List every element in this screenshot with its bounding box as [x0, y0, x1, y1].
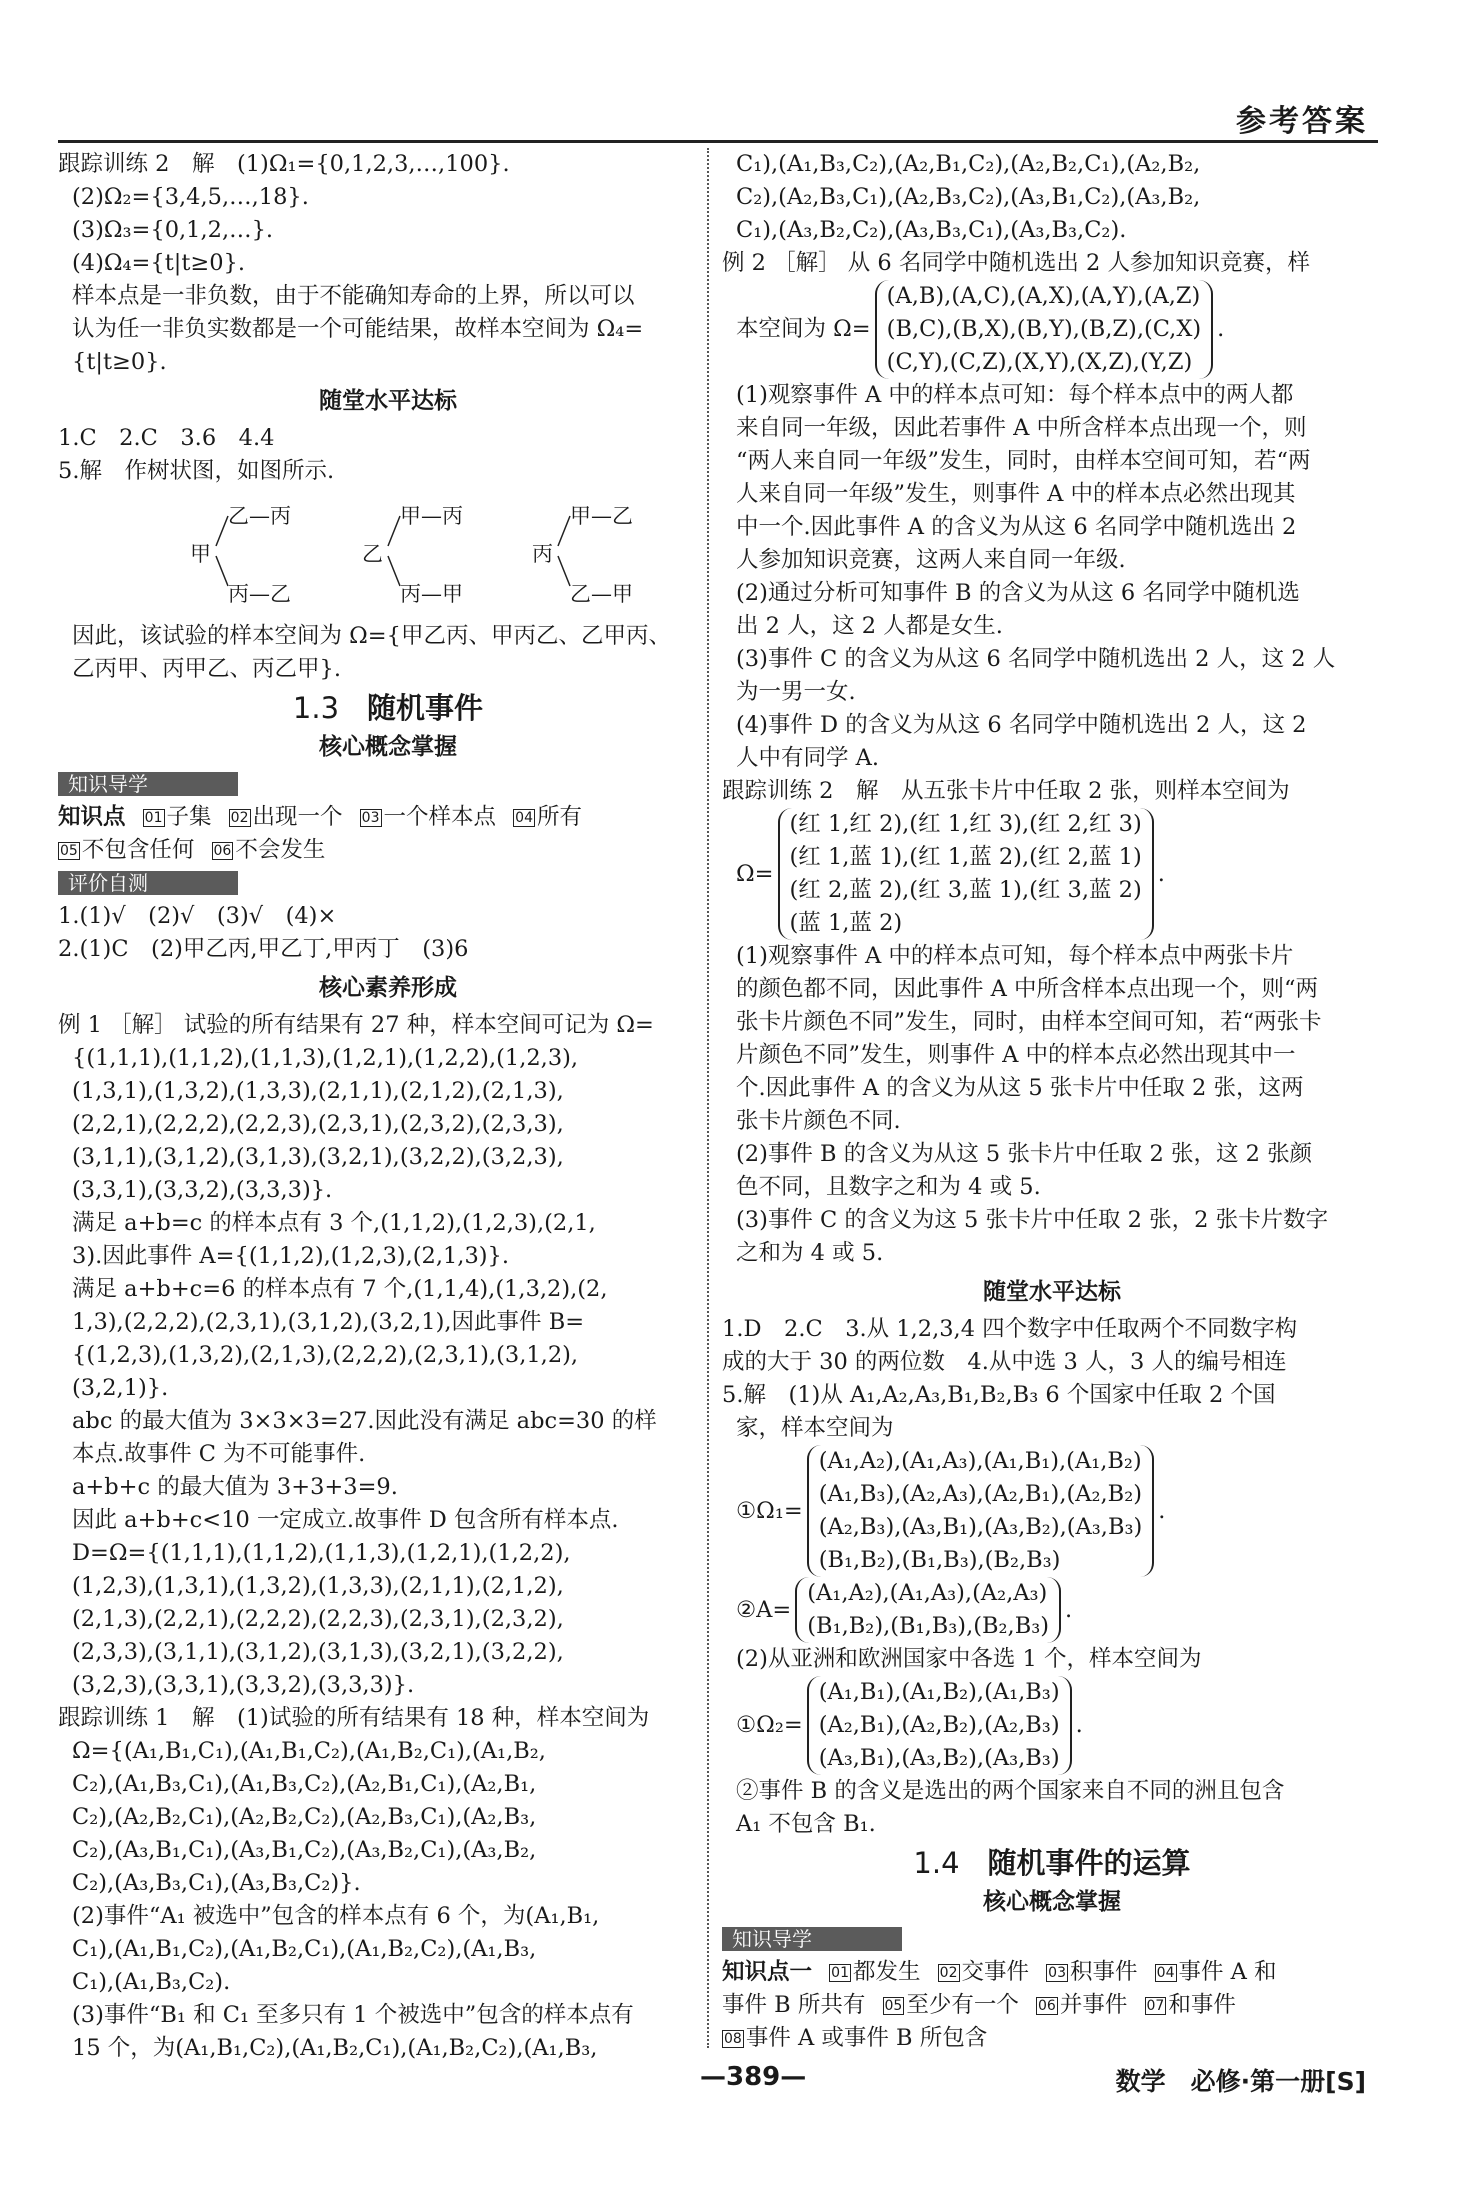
- right-column: [722, 148, 1382, 2055]
- knowledge-head: 知识点: [58, 804, 126, 830]
- text-line: (2)Ω₂={3,4,5,…,18}.: [72, 184, 309, 210]
- text-line: A₁ 不包含 B₁.: [736, 1811, 876, 1837]
- circle-number: 06: [1038, 1998, 1056, 2014]
- text-line: (2)通过分析可知事件 B 的含义为从这 6 名同学中随机选: [736, 580, 1300, 606]
- knowledge-line: [722, 1989, 1382, 2022]
- text-line: 因此，该试验的样本空间为 Ω={甲乙丙、甲丙乙、乙甲丙、: [72, 623, 671, 649]
- circle-number: 02: [939, 1965, 958, 1981]
- circle-number: 07: [1146, 1998, 1165, 2014]
- text-line: “两人来自同一年级”发生，同时，由样本空间可知，若“两: [736, 448, 1311, 474]
- knowledge-item: 都发生: [853, 1959, 921, 1985]
- text-line: D=Ω={(1,1,1),(1,1,2),(1,1,3),(1,2,1),(1,2,2),: [72, 1540, 571, 1566]
- header-title: 参考答案: [1236, 104, 1368, 139]
- brace-row: (A,B),(A,C),(A,X),(A,Y),(A,Z): [886, 283, 1201, 309]
- brace-row: (红 2,蓝 2),(红 3,蓝 1),(红 3,蓝 2): [789, 877, 1142, 903]
- text-line: 因此 a+b+c<10 一定成立.故事件 D 包含所有样本点.: [72, 1507, 619, 1533]
- text-line: (4)事件 D 的含义为从这 6 名同学中随机选出 2 人，这 2: [736, 712, 1307, 738]
- knowledge-item: 事件 B 所共有: [722, 1992, 866, 2018]
- circle-number: 05: [884, 1998, 903, 2014]
- text-line: C₂),(A₁,B₃,C₁),(A₁,B₃,C₂),(A₂,B₁,C₁),(A₂,B₁,: [72, 1771, 537, 1797]
- tree-diagram: [58, 494, 718, 614]
- knowledge-item: 事件 A 和: [1178, 1959, 1277, 1985]
- text-line: (3)Ω₃={0,1,2,…}.: [72, 217, 274, 243]
- text-line: C₁),(A₃,B₂,C₂),(A₃,B₃,C₁),(A₃,B₃,C₂).: [736, 217, 1127, 243]
- tree-node: 甲—丙: [400, 504, 463, 528]
- label-bar: 知识导学: [58, 772, 238, 796]
- section-heading: 核心概念掌握: [319, 734, 457, 760]
- circle-number: 08: [724, 2031, 742, 2047]
- brace-body: [778, 808, 1154, 940]
- text-line: (2,3,3),(3,1,1),(3,1,2),(3,1,3),(3,2,1),(3,2,2),: [72, 1639, 564, 1665]
- text-line: 跟踪训练 2 解 从五张卡片中任取 2 张，则样本空间为: [722, 778, 1290, 804]
- text-line: (3)事件 C 的含义为从这 6 名同学中随机选出 2 人，这 2 人: [736, 646, 1336, 672]
- text-line: 张卡片颜色不同.: [736, 1108, 901, 1134]
- brace-row: (B₁,B₂),(B₁,B₃),(B₂,B₃): [807, 1613, 1050, 1639]
- sample-space: 本空间为 Ω= (A,B),(A,C),(A,X),(A,Y),(A,Z) (B,C),(B,X),(B,Y),(B,Z),(C,X) (C,Y),(C,Z),(X,Y),(X,Z),(Y,Z) .: [722, 280, 1382, 379]
- tree-node: 丙—乙: [228, 582, 291, 606]
- brace-prefix: ①Ω₂=: [736, 1712, 803, 1738]
- text-line: 本点.故事件 C 为不可能事件.: [72, 1441, 366, 1467]
- section-heading: 核心概念掌握: [983, 1889, 1121, 1915]
- text-line: (1,2,3),(1,3,1),(1,3,2),(1,3,3),(2,1,1),(2,1,2),: [72, 1573, 564, 1599]
- text-line: 的颜色都不同，因此事件 A 中所含样本点出现一个，则“两: [736, 976, 1319, 1002]
- text-line: 1,3),(2,2,2),(2,3,1),(3,1,2),(3,2,1),因此事件 B=: [72, 1309, 585, 1335]
- example-body: [722, 379, 1382, 775]
- text-line: 人参加知识竞赛，这两人来自同一年级.: [736, 547, 1126, 573]
- text-line: 中一个.因此事件 A 的含义为从这 6 名同学中随机选出 2: [736, 514, 1297, 540]
- text-line: 5.解 作树状图，如图所示.: [58, 458, 335, 484]
- tree-node: 丙: [532, 542, 553, 566]
- text-line: 满足 a+b=c 的样本点有 3 个,(1,1,2),(1,2,3),(2,1,: [72, 1210, 596, 1236]
- text-line: {(1,1,1),(1,1,2),(1,1,3),(1,2,1),(1,2,2),(1,2,3),: [72, 1045, 579, 1071]
- text-line: 之和为 4 或 5.: [736, 1240, 884, 1266]
- knowledge-head: 知识点一: [722, 1959, 813, 1985]
- circle-number: 05: [60, 843, 78, 859]
- text-line: C₁),(A₁,B₃,C₂).: [72, 1969, 231, 1995]
- text-line: 1.D 2.C 3.从 1,2,3,4 四个数字中任取两个不同数字构: [722, 1316, 1298, 1342]
- tree-node: 乙: [362, 542, 383, 566]
- text-line: 例 2 ［解］ 从 6 名同学中随机选出 2 人参加知识竞赛，样: [722, 250, 1311, 276]
- text-line: 色不同，且数字之和为 4 或 5.: [736, 1174, 1041, 1200]
- circle-number: 04: [515, 810, 533, 826]
- circle-number: 06: [213, 843, 232, 859]
- brace-prefix: Ω=: [736, 860, 774, 887]
- text-line: C₁),(A₁,B₃,C₂),(A₂,B₁,C₂),(A₂,B₂,C₁),(A₂,B₂,: [736, 151, 1201, 177]
- example-body: [722, 940, 1382, 1270]
- tree-node: 甲—乙: [570, 504, 633, 528]
- text-line: (3)事件 C 的含义为这 5 张卡片中任取 2 张，2 张卡片数字: [736, 1207, 1329, 1233]
- text-line: 家，样本空间为: [736, 1415, 894, 1441]
- knowledge-item: 积事件: [1070, 1959, 1138, 1985]
- knowledge-item: 和事件: [1168, 1992, 1236, 2018]
- text-line: 跟踪训练 1 解 (1)试验的所有结果有 18 种，样本空间为: [58, 1705, 650, 1731]
- brace-row: (A₂,B₁),(A₂,B₂),(A₂,B₃): [818, 1712, 1060, 1738]
- label-bar: 评价自测: [58, 871, 238, 895]
- text-line: (2)从亚洲和欧洲国家中各选 1 个，样本空间为: [736, 1646, 1202, 1672]
- knowledge-item: 并事件: [1059, 1992, 1128, 2018]
- knowledge-item: 出现一个: [252, 804, 343, 830]
- brace-row: (A₃,B₁),(A₃,B₂),(A₃,B₃): [818, 1745, 1060, 1771]
- text-line: ②事件 B 的含义是选出的两个国家来自不同的洲且包含: [736, 1778, 1285, 1804]
- brace-prefix: 本空间为 Ω=: [736, 316, 871, 342]
- text-line: (2)事件“A₁ 被选中”包含的样本点有 6 个，为(A₁,B₁,: [72, 1903, 600, 1929]
- label-bar: 知识导学: [722, 1927, 902, 1951]
- text-line: 1.(1)√ (2)√ (3)√ (4)×: [58, 903, 337, 929]
- text-line: 认为任一非负实数都是一个可能结果，故样本空间为 Ω₄=: [72, 316, 644, 342]
- knowledge-line: [722, 2022, 1382, 2055]
- circle-number: 02: [230, 810, 249, 826]
- text-line: (2,1,3),(2,2,1),(2,2,2),(2,2,3),(2,3,1),(2,3,2),: [72, 1606, 564, 1632]
- text-line: 满足 a+b+c=6 的样本点有 7 个,(1,1,4),(1,3,2),(2,: [72, 1276, 608, 1302]
- page-number: —389—: [700, 2062, 807, 2092]
- text-line: (3,2,1)}.: [72, 1375, 169, 1401]
- section-title: [722, 1847, 1382, 1880]
- text-line: (3,2,3),(3,3,1),(3,3,2),(3,3,3)}.: [72, 1672, 415, 1698]
- knowledge-item: 交事件: [961, 1959, 1030, 1985]
- text-line: 乙丙甲、丙甲乙、丙乙甲}.: [72, 656, 341, 682]
- brace-row: (B₁,B₂),(B₁,B₃),(B₂,B₃): [818, 1547, 1061, 1573]
- brace-row: (A₁,B₁),(A₁,B₂),(A₁,B₃): [818, 1679, 1060, 1705]
- text-line: 跟踪训练 2 解 (1)Ω₁={0,1,2,3,…,100}.: [58, 151, 510, 177]
- knowledge-item: 子集: [166, 804, 212, 830]
- text-line: 例 1 ［解］ 试验的所有结果有 27 种，样本空间可记为 Ω=: [58, 1012, 654, 1038]
- sample-space: ②A= (A₁,A₂),(A₁,A₃),(A₂,A₃) (B₁,B₂),(B₁,B₃),(B₂,B₃) .: [722, 1577, 1382, 1643]
- tree-node: 甲: [190, 542, 211, 566]
- knowledge-line: [58, 834, 718, 867]
- text-line: 2.(1)C (2)甲乙丙,甲乙丁,甲丙丁 (3)6: [58, 936, 469, 962]
- section-heading: 核心素养形成: [319, 975, 457, 1001]
- knowledge-item: 事件 A 或事件 B 所包含: [745, 2025, 988, 2051]
- tree-node: 乙—甲: [570, 582, 633, 606]
- knowledge-item: 至少有一个: [906, 1992, 1019, 2018]
- text-line: 1.C 2.C 3.6 4.4: [58, 425, 275, 451]
- brace-row: (B,C),(B,X),(B,Y),(B,Z),(C,X): [886, 316, 1202, 342]
- text-line: 15 个，为(A₁,B₁,C₂),(A₁,B₂,C₁),(A₁,B₂,C₂),(A₁,B₃,: [72, 2035, 598, 2061]
- text-line: (1)观察事件 A 中的样本点可知：每个样本点中的两人都: [736, 382, 1294, 408]
- knowledge-item: 一个样本点: [383, 804, 497, 830]
- text-line: (3)事件“B₁ 和 C₁ 至多只有 1 个被选中”包含的样本点有: [72, 2002, 634, 2028]
- brace-row: (红 1,红 2),(红 1,红 3),(红 2,红 3): [789, 811, 1142, 837]
- knowledge-item: 不包含任何: [81, 837, 195, 863]
- section-number: 1.3: [292, 691, 340, 725]
- circle-number: 03: [1048, 1965, 1066, 1981]
- text-line: C₂),(A₃,B₃,C₁),(A₃,B₃,C₂)}.: [72, 1870, 361, 1896]
- example-block: [58, 1009, 718, 2065]
- tree-node: 丙—甲: [400, 582, 463, 606]
- tree-node: 乙—丙: [228, 504, 291, 528]
- text-line: (2,2,1),(2,2,2),(2,2,3),(2,3,1),(2,3,2),(2,3,3),: [72, 1111, 564, 1137]
- section-name: 随机事件: [367, 691, 484, 725]
- brace-row: (C,Y),(C,Z),(X,Y),(X,Z),(Y,Z): [886, 349, 1193, 375]
- header-rule: [58, 140, 1378, 143]
- brace-body: [795, 1577, 1061, 1643]
- brace-row: (红 1,蓝 1),(红 1,蓝 2),(红 2,蓝 1): [789, 844, 1142, 870]
- text-line: C₁),(A₁,B₁,C₂),(A₁,B₂,C₁),(A₁,B₂,C₂),(A₁,B₃,: [72, 1936, 537, 1962]
- text-line: C₂),(A₂,B₂,C₁),(A₂,B₂,C₂),(A₂,B₃,C₁),(A₂,B₃,: [72, 1804, 537, 1830]
- circle-number: 01: [144, 810, 163, 826]
- circle-number: 04: [1156, 1965, 1175, 1981]
- left-column: [58, 148, 718, 2065]
- text-line: {(1,2,3),(1,3,2),(2,1,3),(2,2,2),(2,3,1),(3,1,2),: [72, 1342, 579, 1368]
- text-line: abc 的最大值为 3×3×3=27.因此没有满足 abc=30 的样: [72, 1408, 657, 1434]
- text-line: 来自同一年级，因此若事件 A 中所含样本点出现一个，则: [736, 415, 1307, 441]
- section-number: 1.4: [913, 1846, 960, 1880]
- brace-prefix: ②A=: [736, 1596, 792, 1623]
- brace-prefix: ①Ω₁=: [736, 1497, 803, 1524]
- text-line: (1,3,1),(1,3,2),(1,3,3),(2,1,1),(2,1,2),(2,1,3),: [72, 1078, 564, 1104]
- book-title: 数学 必修·第一册[S]: [1115, 2067, 1366, 2096]
- knowledge-line: [58, 801, 718, 834]
- circle-number: 03: [361, 810, 380, 826]
- text-line: Ω={(A₁,B₁,C₁),(A₁,B₁,C₂),(A₁,B₂,C₁),(A₁,B₂,: [72, 1738, 546, 1764]
- text-line: 5.解 (1)从 A₁,A₂,A₃,B₁,B₂,B₃ 6 个国家中任取 2 个国: [722, 1382, 1276, 1408]
- brace-row: (A₂,B₃),(A₃,B₁),(A₃,B₂),(A₃,B₃): [818, 1514, 1143, 1540]
- text-line: 人中有同学 A.: [736, 745, 880, 771]
- brace-body: [807, 1445, 1155, 1577]
- text-line: (1)观察事件 A 中的样本点可知，每个样本点中两张卡片: [736, 943, 1294, 969]
- sample-space: ①Ω₁= (A₁,A₂),(A₁,A₃),(A₁,B₁),(A₁,B₂) (A₁,B₃),(A₂,A₃),(A₂,B₁),(A₂,B₂) (A₂,B₃),(A₃,B₁),(A₃,B₂),(A₃,B₃) (B₁,B₂),(B₁,B₃),(B₂,B₃) .: [722, 1445, 1382, 1577]
- brace-row: (A₁,A₂),(A₁,A₃),(A₂,A₃): [807, 1580, 1048, 1606]
- text-line: {t|t≥0}.: [72, 349, 167, 375]
- text-line: 出 2 人，这 2 人都是女生.: [736, 613, 1003, 639]
- knowledge-item: 所有: [537, 804, 583, 830]
- section-title: [58, 692, 718, 725]
- text-line: 成的大于 30 的两位数 4.从中选 3 人，3 人的编号相连: [722, 1349, 1287, 1375]
- text-line: 样本点是一非负数，由于不能确知寿命的上界，所以可以: [72, 283, 635, 309]
- sample-space: Ω= (红 1,红 2),(红 1,红 3),(红 2,红 3) (红 1,蓝 1),(红 1,蓝 2),(红 2,蓝 1) (红 2,蓝 2),(红 3,蓝 1),(红 3,蓝 2) (蓝 1,蓝 2) .: [722, 808, 1382, 940]
- text-line: 人来自同一年级”发生，则事件 A 中的样本点必然出现其: [736, 481, 1296, 507]
- text-line: (3,3,1),(3,3,2),(3,3,3)}.: [72, 1177, 333, 1203]
- section-heading: 随堂水平达标: [319, 388, 457, 414]
- text-line: 片颜色不同”发生，则事件 A 中的样本点必然出现其中一: [736, 1042, 1296, 1068]
- section-name: 随机事件的运算: [987, 1846, 1191, 1880]
- brace-row: (蓝 1,蓝 2): [789, 910, 903, 936]
- brace-body: [807, 1676, 1072, 1775]
- circle-number: 01: [831, 1965, 849, 1981]
- text-line: 3).因此事件 A={(1,1,2),(1,2,3),(2,1,3)}.: [72, 1243, 510, 1269]
- knowledge-item: 不会发生: [235, 837, 326, 863]
- text-line: 个.因此事件 A 的含义为从这 5 张卡片中任取 2 张，这两: [736, 1075, 1304, 1101]
- brace-row: (A₁,A₂),(A₁,A₃),(A₁,B₁),(A₁,B₂): [818, 1448, 1142, 1474]
- text-line: a+b+c 的最大值为 3+3+3=9.: [72, 1474, 398, 1500]
- text-line: (2)事件 B 的含义为从这 5 张卡片中任取 2 张，这 2 张颜: [736, 1141, 1313, 1167]
- section-heading: 随堂水平达标: [983, 1279, 1121, 1305]
- text-line: (4)Ω₄={t|t≥0}.: [72, 250, 246, 276]
- text-line: 张卡片颜色不同”发生，同时，由样本空间可知，若“两张卡: [736, 1009, 1322, 1035]
- text-line: C₂),(A₂,B₃,C₁),(A₂,B₃,C₂),(A₃,B₁,C₂),(A₃,B₂,: [736, 184, 1201, 210]
- knowledge-line: [722, 1956, 1382, 1989]
- text-line: C₂),(A₃,B₁,C₁),(A₃,B₁,C₂),(A₃,B₂,C₁),(A₃,B₂,: [72, 1837, 537, 1863]
- brace-row: (A₁,B₃),(A₂,A₃),(A₂,B₁),(A₂,B₂): [818, 1481, 1142, 1507]
- brace-body: [875, 280, 1213, 379]
- text-line: (3,1,1),(3,1,2),(3,1,3),(3,2,1),(3,2,2),(3,2,3),: [72, 1144, 564, 1170]
- text-line: 为一男一女.: [736, 679, 856, 705]
- sample-space: ①Ω₂= (A₁,B₁),(A₁,B₂),(A₁,B₃) (A₂,B₁),(A₂,B₂),(A₂,B₃) (A₃,B₁),(A₃,B₂),(A₃,B₃) .: [722, 1676, 1382, 1775]
